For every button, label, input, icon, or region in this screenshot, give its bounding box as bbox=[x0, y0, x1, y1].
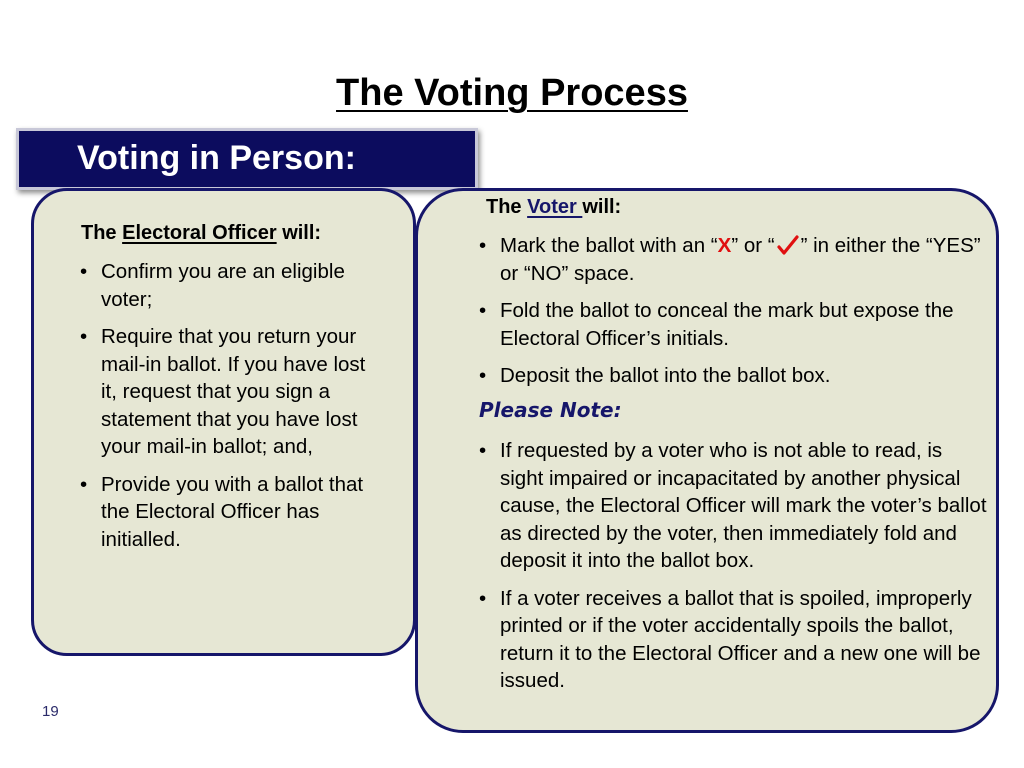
list-item bbox=[479, 232, 989, 287]
list-item: • Confirm you are an eligible voter; bbox=[80, 258, 380, 313]
list-item: • Deposit the ballot into the ballot box. bbox=[479, 362, 989, 390]
heading-prefix: The bbox=[486, 196, 528, 218]
list-item: • Fold the ballot to conceal the mark but expose the Electoral Officer’s initials. bbox=[479, 297, 989, 352]
banner-title: Voting in Person: bbox=[77, 139, 356, 177]
voter-heading bbox=[486, 196, 621, 219]
heading-prefix: The bbox=[81, 222, 123, 244]
note-list bbox=[479, 437, 989, 705]
voter-label: Voter bbox=[527, 196, 583, 218]
voter-list bbox=[479, 232, 989, 400]
list-item: • Require that you return your mail-in ballot. If you have lost it, request that you sign a statement that you have lost your mail-in ballot; and, bbox=[80, 323, 380, 461]
heading-suffix: will: bbox=[582, 196, 622, 218]
slide-number: 19 bbox=[42, 703, 59, 720]
section-banner bbox=[16, 128, 478, 190]
electoral-officer-heading bbox=[81, 222, 321, 245]
voter-panel bbox=[415, 188, 999, 733]
x-mark: X bbox=[717, 234, 732, 257]
electoral-officer-panel bbox=[31, 188, 416, 656]
checkmark-icon bbox=[775, 235, 801, 255]
heading-suffix: will: bbox=[276, 222, 322, 244]
please-note-heading: Please Note: bbox=[479, 398, 622, 422]
list-item: • Provide you with a ballot that the Electoral Officer has initialled. bbox=[80, 471, 380, 554]
list-item: • If requested by a voter who is not able to read, is sight impaired or incapacitated by another physical cause, the Electoral Officer will mark the voter’s ballot as directed by the voter, then immediately fold and deposit it into the ballot box. bbox=[479, 437, 989, 575]
item-text: ” in either the “YES” or “NO” space. bbox=[500, 234, 981, 285]
item-text: Mark the ballot with an “ bbox=[500, 234, 718, 257]
item-text: ” or “ bbox=[731, 234, 775, 257]
list-item: • If a voter receives a ballot that is spoiled, improperly printed or if the voter accidentally spoils the ballot, return it to the Electoral Officer and a new one will be issued. bbox=[479, 585, 989, 695]
electoral-officer-list bbox=[80, 258, 380, 563]
slide-title: The Voting Process bbox=[336, 72, 688, 114]
electoral-officer-label: Electoral Officer bbox=[122, 222, 277, 244]
